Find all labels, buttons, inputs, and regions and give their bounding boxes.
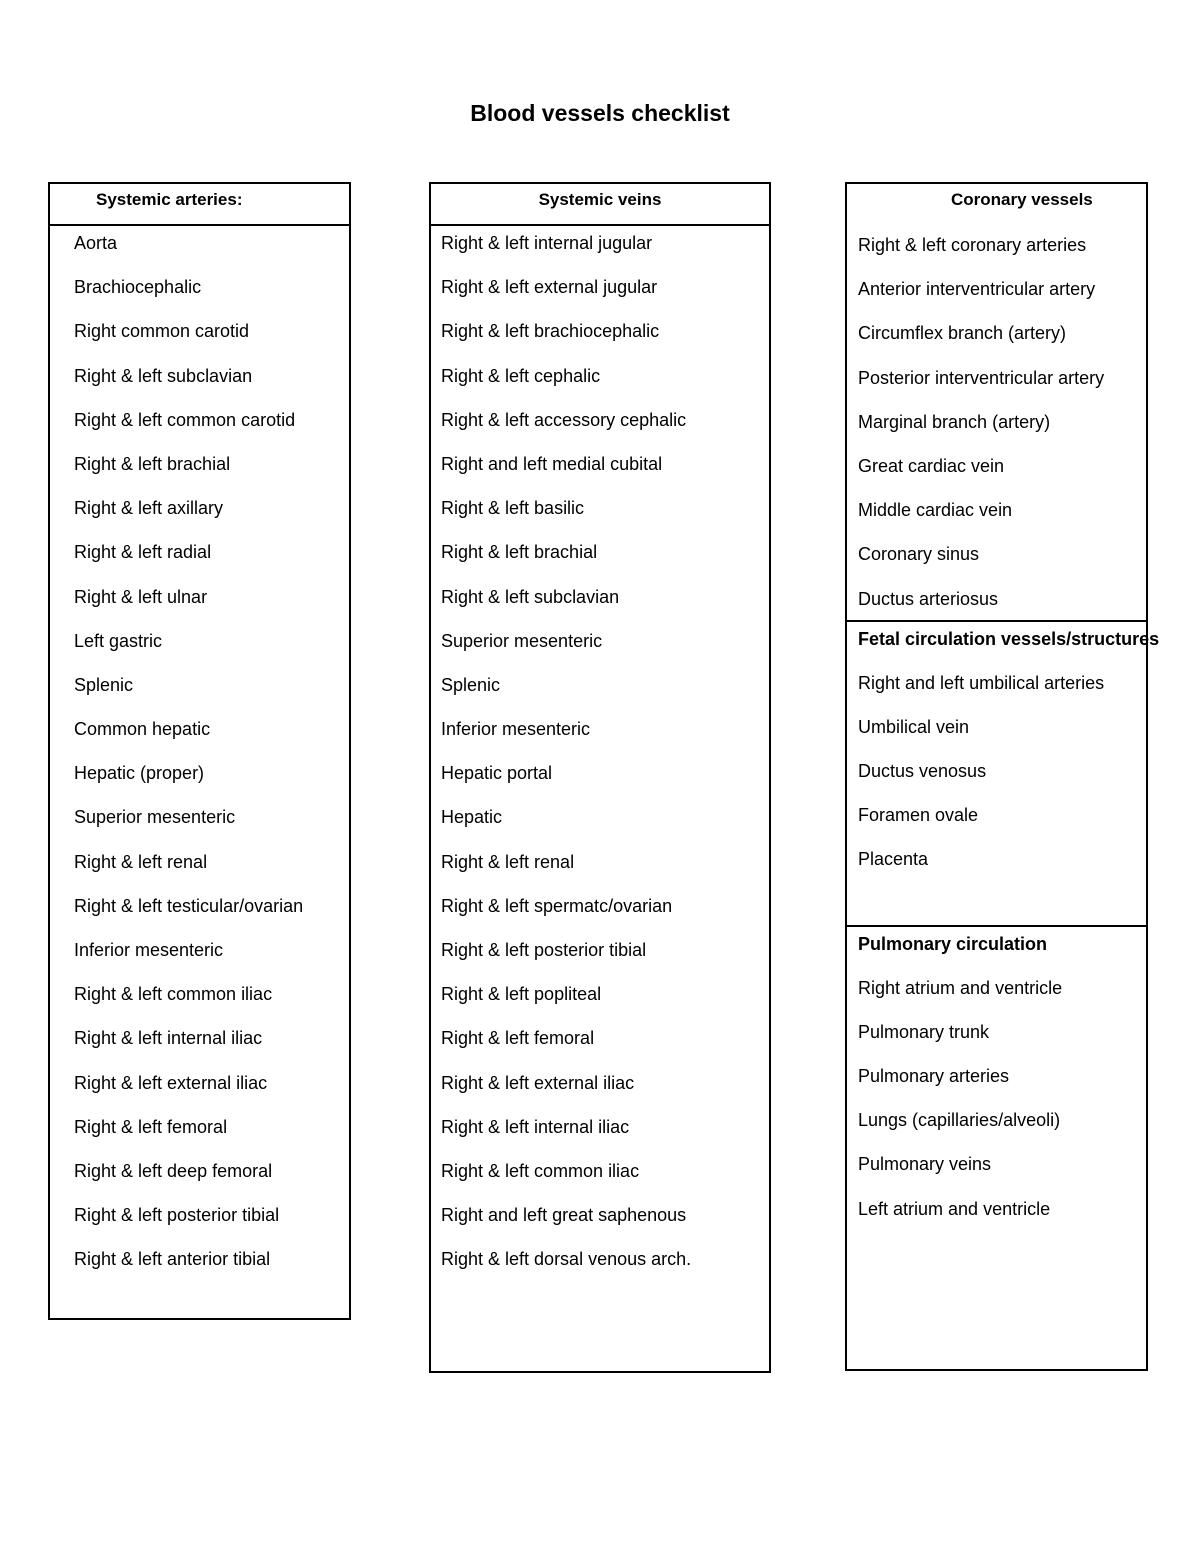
list-item: Anterior interventricular artery <box>858 279 1096 300</box>
fetal-circulation-header: Fetal circulation vessels/structures <box>858 628 1160 649</box>
list-item: Right & left anterior tibial <box>74 1249 271 1270</box>
systemic-arteries-box <box>48 182 351 1320</box>
list-item: Right & left internal jugular <box>441 233 653 253</box>
list-item: Right & left posterior tibial <box>74 1205 280 1226</box>
list-item: Right & left internal iliac <box>441 1116 630 1137</box>
coronary-fetal-pulmonary-box <box>845 182 1160 1371</box>
pulmonary-circulation-header: Pulmonary circulation <box>858 933 1048 954</box>
systemic-arteries-header: Systemic arteries: <box>50 184 349 226</box>
list-item: Brachiocephalic <box>74 277 202 298</box>
list-item: Right & left external iliac <box>441 1072 635 1093</box>
list-item: Common hepatic <box>74 719 211 740</box>
list-item: Right and left great saphenous <box>441 1205 687 1226</box>
list-item: Right & left testicular/ovarian <box>74 895 304 916</box>
list-item: Right & left radial <box>74 542 212 563</box>
list-item: Foramen ovale <box>858 805 979 826</box>
list-item: Right & left basilic <box>441 498 585 519</box>
list-item: Right and left medial cubital <box>441 453 663 474</box>
list-item: Marginal branch (artery) <box>858 411 1051 432</box>
list-item: Right & left posterior tibial <box>441 940 647 960</box>
list-item: Middle cardiac vein <box>858 500 1013 521</box>
list-item: Left gastric <box>74 630 163 651</box>
list-item: Right & left coronary arteries <box>858 235 1087 255</box>
list-item: Hepatic <box>441 807 503 828</box>
list-item: Right & left axillary <box>74 498 224 519</box>
list-item: Right & left subclavian <box>74 365 253 386</box>
list-item: Right & left cephalic <box>441 365 601 386</box>
coronary-vessels-list <box>847 224 1146 620</box>
list-item: Right & left accessory cephalic <box>441 409 687 430</box>
fetal-circulation-section <box>847 620 1160 925</box>
list-item: Umbilical vein <box>858 716 970 737</box>
list-item: Right & left external jugular <box>441 277 658 298</box>
list-item: Right & left popliteal <box>441 984 602 1005</box>
list-item: Right & left common iliac <box>441 1160 640 1181</box>
list-item: Right & left internal iliac <box>74 1028 263 1049</box>
list-item: Right & left subclavian <box>441 586 620 607</box>
list-item: Right & left brachial <box>441 542 598 563</box>
list-item: Splenic <box>74 674 134 695</box>
list-item: Hepatic portal <box>441 763 553 784</box>
list-item: Right & left deep femoral <box>74 1160 273 1181</box>
list-item: Right & left external iliac <box>74 1072 268 1093</box>
systemic-arteries-list <box>50 226 349 1291</box>
list-item: Superior mesenteric <box>74 807 236 828</box>
list-item: Right & left brachial <box>74 453 231 474</box>
list-item: Great cardiac vein <box>858 455 1005 476</box>
list-item: Right & left dorsal venous arch. <box>441 1249 692 1270</box>
list-item: Right & left ulnar <box>74 586 208 607</box>
list-item: Aorta <box>74 233 118 253</box>
list-item: Inferior mesenteric <box>74 940 224 960</box>
systemic-veins-box <box>429 182 771 1373</box>
list-item: Pulmonary trunk <box>858 1021 990 1042</box>
list-item: Right common carotid <box>74 321 250 342</box>
coronary-vessels-header: Coronary vessels <box>951 190 1093 209</box>
systemic-veins-header: Systemic veins <box>431 184 769 226</box>
list-item: Inferior mesenteric <box>441 719 591 740</box>
list-item: Pulmonary arteries <box>858 1066 1010 1087</box>
list-item: Pulmonary veins <box>858 1154 992 1175</box>
list-item: Superior mesenteric <box>441 630 603 651</box>
list-item: Posterior interventricular artery <box>858 367 1105 388</box>
list-item: Splenic <box>441 674 501 695</box>
list-item: Lungs (capillaries/alveoli) <box>858 1110 1061 1131</box>
list-item: Placenta <box>858 849 929 870</box>
list-item: Ductus arteriosus <box>858 588 999 609</box>
systemic-veins-list <box>431 226 769 1291</box>
list-item: Left atrium and ventricle <box>858 1198 1051 1219</box>
list-item: Right & left spermatc/ovarian <box>441 895 673 916</box>
pulmonary-circulation-section <box>847 925 1146 1240</box>
list-item: Right & left common iliac <box>74 984 273 1005</box>
list-item: Circumflex branch (artery) <box>858 323 1067 344</box>
list-item: Right atrium and ventricle <box>858 977 1063 998</box>
list-item: Hepatic (proper) <box>74 763 205 784</box>
list-item: Right and left umbilical arteries <box>858 672 1105 693</box>
list-item: Coronary sinus <box>858 544 980 565</box>
page-title: Blood vessels checklist <box>470 100 730 126</box>
list-item: Right & left common carotid <box>74 409 296 430</box>
list-item: Right & left femoral <box>74 1116 228 1137</box>
list-item: Right & left renal <box>74 851 208 872</box>
list-item: Right & left femoral <box>441 1028 595 1049</box>
list-item: Right & left brachiocephalic <box>441 321 660 342</box>
list-item: Right & left renal <box>441 851 575 872</box>
list-item: Ductus venosus <box>858 761 987 782</box>
